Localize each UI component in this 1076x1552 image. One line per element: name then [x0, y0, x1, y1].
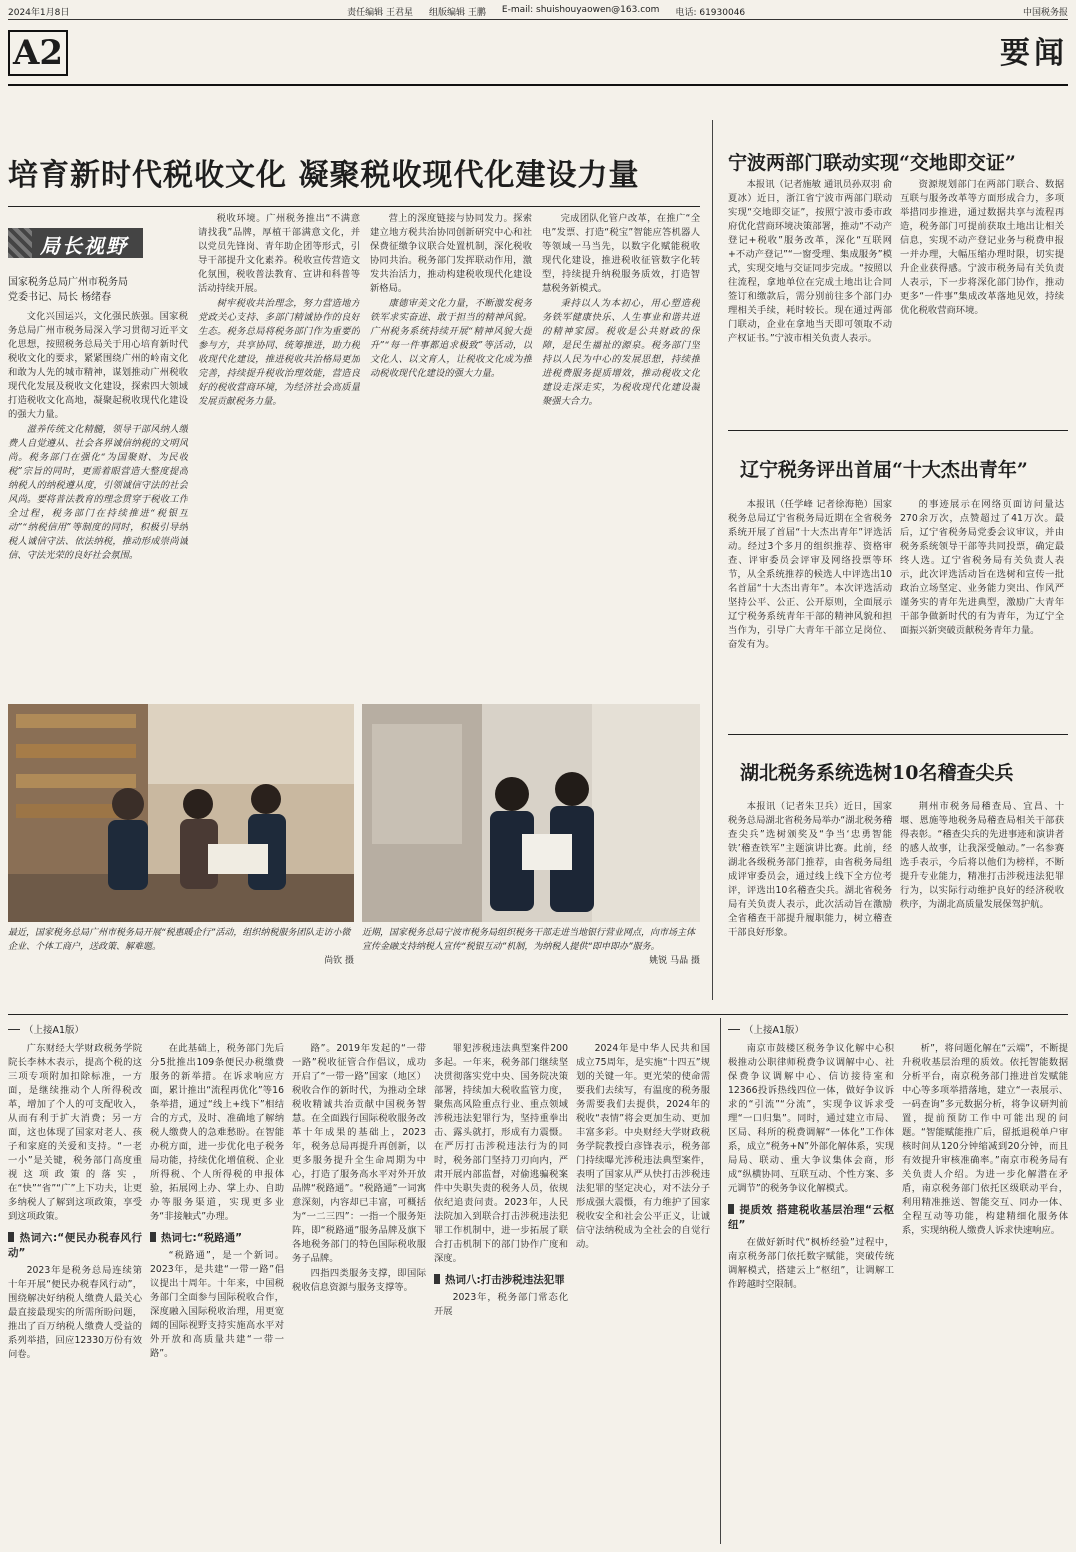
paragraph: 完成团队化管户改革，在推广“全电”发票、打造“税宝”智能应答机器人等领域一马当先，以数字化赋能税收现代化建设，推进税收征管数字化转型，持续提升纳税服务质效，打造智慧税务新模式。 [542, 213, 700, 294]
section-rule [8, 1014, 1068, 1015]
liaoning-col-2 [900, 498, 1064, 726]
paragraph: 本报讯（记者朱卫兵）近日，国家税务总局湖北省税务局举办“湖北税务稽查尖兵”选树颁奖及“争当‘忠勇智能铁’稽查铁军”主题演讲比赛。此前，经湖北各级税务部门推荐，由省税务局组成评审委员会，通过线上线下全方位考评，评选出10名稽查尖兵。湖北省税务局有关负责人表示，此次活动旨在激励全省稽查干部提升履职能力，树立稽查干部良好形象。 [728, 801, 892, 938]
photo-1-image [8, 704, 354, 922]
topic-label: 热词六:“便民办税春风行动” [8, 1232, 142, 1259]
main-col-4 [542, 212, 700, 662]
hubei-title: 湖北税务系统选树10名稽查尖兵 [740, 762, 1014, 784]
paragraph: 秉持以人为本初心，用心塑造税务铁军健康快乐、人生事业和谐共进的精神家园。税收是公共财政的保障，是民生福祉的源泉。税务部门坚持以人民为中心的发展思想，持续推进税费服务提质增效，推动税收文化建设走深走实，为税收现代化建设凝聚强大合力。 [542, 298, 700, 407]
topic-heading [150, 1230, 284, 1245]
paragraph: 2024年是中华人民共和国成立75周年，是实施“十四五”规划的关键一年。更光荣的使命需要我们去续写，有温度的税务服务需要我们去提供，2024年的税收“表情”将会更加生动、更加丰富多彩。中央财经大学财政税务学院教授白彦锋表示，税务部门持续曝光涉税违法典型案件，表明了国家从严从快打击涉税违法犯罪的坚定决心，对不法分子形成强大震慑，有力维护了国家税收安全和社会公平正义，让诚信守法纳税成为全社会的自觉行动。 [576, 1043, 710, 1250]
section-title: 要闻 [1000, 36, 1068, 71]
continued-label: （上接A1版） [728, 1022, 804, 1036]
paragraph: 在此基础上，税务部门先后分5批推出109条便民办税缴费服务的新举措。在诉求响应方面，累计推出“流程再优化”等16条举措，通过“线上+线下”相结合的方式，及时、准确地了解纳税人缴费人的急难愁盼。在智能办税方面，进一步优化电子税务局功能，持续优化增值税、企业所得税、个人所得税的申报体验，拓展网上办、掌上办、自助办等服务渠道，实现更多业务“非接触式”办理。 [150, 1043, 284, 1222]
paragraph: 2023年是税务总局连续第十年开展“便民办税春风行动”，围绕解决好纳税人缴费人最关心最直接最现实的所需所盼问题，推出了百万纳税人缴费人受益的系列举措，回应12330万份有效问卷。 [8, 1265, 142, 1360]
column-divider [712, 120, 713, 1000]
paragraph: 南京市鼓楼区税务争议化解中心积极推动公职律师税费争议调解中心、社保费争议调解中心、信访接待室和12366投诉热线四位一体，做好争议诉求的“引流”“分流”，实现争议诉求受理“一口归集”。同时，通过建立市局、区局、科所的税费调解“一体化”工作体系，成立“税务+N”外部化解体系，实现局局、联动、重大争议集体会商，形成“纵横协同、互联互动、个性方案、多元调节”的税务争议化解模式。 [728, 1043, 894, 1194]
cont-col-4 [434, 1042, 568, 1542]
editor-credit: 责任编辑 王君星 [347, 8, 414, 18]
photo-credit: 尚钦 摄 [324, 956, 354, 966]
main-col-1 [8, 310, 188, 662]
square-bullet-icon [8, 1232, 14, 1242]
liaoning-col-1 [728, 498, 892, 726]
main-col-3 [370, 212, 532, 662]
paragraph: 本报讯（任学峰 记者徐海艳）国家税务总局辽宁省税务局近期在全省税务系统开展了首届“十大杰出青年”评选活动。经过3个多月的组织推荐、资格审查、评审委员会评审及网络投票等环节，从全系统推荐的候选人中评选出10名首届“十大杰出青年”。本次评选活动坚持公平、公正、公开原则，全面展示辽宁税务系统青年干部的精神风貌和担当作为，引导广大青年干部立足岗位、奋发有为。 [728, 499, 892, 650]
page-number: A2 [8, 30, 68, 76]
hubei-col-1 [728, 800, 892, 1008]
square-bullet-icon [434, 1274, 440, 1284]
paragraph: 在做好新时代“枫桥经验”过程中，南京税务部门依托数字赋能，突破传统调解模式，搭建云上“枢纽”，让调解工作跨越时空限制。 [728, 1237, 894, 1290]
paragraph: “税路通”，是一个新词。2023年，是共建“一带一路”倡议提出十周年。十年来，中国税务部门全面参与国际税收合作，深度融入国际税收治理，用更宽阔的国际视野支持实施高水平对外开放和高质量共建“一带一路”。 [150, 1250, 284, 1359]
badge-stripe-icon [8, 228, 32, 258]
ningbo-title: 宁波两部门联动实现“交地即交证” [728, 152, 1016, 174]
paragraph: 本报讯（记者施敏 通讯员孙双羽 俞夏冰）近日，浙江省宁波市两部门联动实现“交地即交证”，按照宁波市委市政府优化营商环境决策部署，推动“不动产登记+税收”服务改革，深化“互联网+不动产登记”“一窗受理、集成服务”模式，实现交地与交证同步完成。“按照以往流程，拿地单位在完成土地出让合同签订和缴款后，需分别前往多个部门办理相关手续，耗时较长。现在通过两部门联动，企业在拿地当天即可领取不动产权证书。”宁波市相关负责人表示。 [728, 179, 892, 344]
ningbo-col-1 [728, 178, 892, 418]
topic-heading [434, 1272, 568, 1287]
liaoning-title: 辽宁税务评出首届“十大杰出青年” [740, 459, 1028, 481]
author-org: 国家税务总局广州市税务局 [8, 277, 128, 288]
paragraph: 广东财经大学财政税务学院院长李林木表示，提高个税的这三项专项附加扣除标准，一方面，是继续推动个人所得税改革，增加了个人的可支配收入，从而有利于扩大消费；另一方面，这也体现了国家对老人、孩子和家庭的关爱和支持。“一老一小”是关键，税务部门高度重视这项政策的落实，在“快”“省”“广”上下功夫，让更多纳税人了解到这项政策，享受到这项政策。 [8, 1043, 142, 1222]
paragraph: 2023年，税务部门常态化开展 [434, 1292, 568, 1317]
author-title: 党委书记、局长 杨绪春 [8, 292, 112, 303]
photo-credit: 姚锐 马晶 摄 [649, 956, 700, 966]
headline-rule [8, 206, 700, 207]
cont-col-5 [576, 1042, 710, 1542]
layout-editor-credit: 组版编辑 王鹏 [429, 8, 486, 18]
paragraph: 四指四类服务支撑，即国际税收信息资源与服务支撑等。 [292, 1268, 426, 1293]
topic-label: 热词八:打击涉税违法犯罪 [445, 1274, 565, 1286]
paragraph: 树牢税收共治理念，努力营造地方党政关心支持、多部门精诚协作的良好生态。税务总局将税务部门作为重要的参与方，共享协同、统筹推进，助力税收现代化建设，推进税收共治格局更加完善，持续提升税收治理效能，营造良好的税收营商环境，为经济社会高质量发展贡献税务力量。 [198, 298, 360, 407]
caption-text: 最近，国家税务总局广州市税务局开展“税惠暖企行”活动，组织纳税服务团队走访小微企业、个体工商户，送政策、解难题。 [8, 928, 351, 952]
paragraph: 文化兴国运兴，文化强民族强。国家税务总局广州市税务局深入学习贯彻习近平文化思想，按照税务总局关于用心培育新时代税收文化的要求，紧紧围绕广州的岭南文化和敢为人先的城市精神，谋划推动广州税收现代化发展及税收文化建设，探索四大领域打造税收文化高地，凝聚起税收现代化建设的强大力量。 [8, 311, 188, 420]
paragraph: 析”，将问题化解在“云端”，不断提升税收基层治理的质效。依托智能数据分析平台，南京税务部门推进首发赋能中心等多项举措落地，建立“一表展示、一码查询”多元数据分析，将争议研判前置，提前预防工作中可能出现的问题。“智能赋能推广后，留抵退税单户审核时间从120分钟缩减到20分钟，而且有效提升审核准确率。”南京市税务局有关负责人介绍。为进一步化解潜在矛盾，南京税务部门依托区级联动平台，利用精准推送、智能交互、同办一体、全程互动等功能，构建精细化服务体系，实现纳税人缴费人诉求快速响应。 [902, 1043, 1068, 1236]
column-divider [720, 1018, 721, 1544]
masthead-bar [8, 4, 1068, 20]
paragraph: 税收环境。广州税务推出“不满意请找我”品牌，厚植干部满意文化，并以党员先锋岗、青年助企团等形式，引导干部提升文化素养。税收宣传营造文化氛围，税收普法教育、宣讲和科普等活动持续开展。 [198, 213, 360, 294]
hubei-col-2 [900, 800, 1064, 1008]
photo-2-caption [362, 926, 700, 968]
square-bullet-icon [728, 1204, 734, 1214]
paragraph: 营上的深度链接与协同发力。探索建立地方税共治协同创新研究中心和社保费征缴争议联合处置机制，深化税收协同共治。税务部门发挥联动作用，激发共治活力，推动构建税收现代化建设新格局。 [370, 213, 532, 294]
continued-label: （上接A1版） [8, 1022, 84, 1036]
photo-2-image [362, 704, 700, 922]
paper-name: 中国税务报 [1022, 8, 1068, 18]
paragraph: 滋养传统文化精髓，领导干部风纳人缴费人自觉遵从、社会各界诚信纳税的文明风尚。税务部门在强化“为国聚财、为民收税”宗旨的同时，更需着眼营造大整度提高纳税人的纳税遵从度，引领诚信守法的社会风尚。要将普法教育的理念贯穿于税收工作全过程，税务部门在持续推进“税银互动”“纳税信用”等制度的同时，积极引导纳税人诚信守法、依法纳税，推动形成崇尚诚信、守法光荣的良好社会氛围。 [8, 424, 188, 561]
main-col-2 [198, 212, 360, 662]
cont-col-2 [150, 1042, 284, 1542]
cont-col-7 [902, 1042, 1068, 1542]
phone-contact: 电话: 61930046 [675, 8, 746, 18]
main-headline: 培育新时代税收文化 凝聚税收现代化建设力量 [8, 158, 640, 193]
paragraph: 康德审美文化力量，不断激发税务铁军求实奋进、敢于担当的精神风貌。广州税务系统持续开展“精神风貌大提升”“每一件事都追求极致”等活动，以文化人、以文育人，让税收文化成为推动税收现代化建设的强大力量。 [370, 298, 532, 379]
photo-1-caption [8, 926, 354, 968]
topic-label: 提质效 搭建税收基层治理“云枢纽” [728, 1204, 894, 1231]
paragraph: 路”。2019年发起的“一带一路”税收征管合作倡议，成功开启了“一带一路”国家（地区）税收合作的新时代，为推动全球税收精诚共治贡献中国税务智慧。在全面践行国际税收服务改革十年成果的基础上，2023年，税务总局再提升再创新，以更多服务提升全生命周期为中心，打造了服务高水平对外开放品牌“税路通”。“税路通”一词寓意深刻，内容却已丰富，可概括为“一二三四”：一指一个服务矩阵，即“税路通”服务品牌及旗下各地税务部门的特色国际税收服务子品牌。 [292, 1043, 426, 1264]
ningbo-col-2 [900, 178, 1064, 418]
article-rule [728, 734, 1068, 735]
paragraph: 资源规划部门在两部门联合、数据互联与服务改革等方面形成合力，多项举措同步推进，通过数据共享与流程再造，税务部门可提前获取土地出让相关信息，实现不动产登记业务与税费申报一并办理，大幅压缩办理时限，切实提升企业获得感。宁波市税务局有关负责人表示，下一步将深化部门协作，推动更多“一件事”集成改革落地见效，持续优化税收营商环境。 [900, 179, 1064, 316]
topic-label: 热词七:“税路通” [161, 1232, 243, 1244]
author-block [8, 275, 193, 305]
article-rule [728, 430, 1068, 431]
paragraph: 罪犯涉税违法典型案件200多起。一年来，税务部门继续坚决贯彻落实党中央、国务院决策部署，持续加大税收监管力度，聚焦高风险重点行业、重点领域涉税违法犯罪行为，坚持重拳出击、露头就打，形成有力震慑。在严厉打击涉税违法行为的同时，税务部门坚持刀刃向内，严肃开展内部监督，对偷逃骗税案件中失职失责的税务人员，依规依纪追责问责。2023年，人民法院加入到联合打击涉税违法犯罪工作机制中，进一步拓展了联合打击机制下的部门协作广度和深度。 [434, 1043, 568, 1264]
cont-col-3 [292, 1042, 426, 1542]
page-header [8, 22, 1068, 86]
column-badge [8, 228, 143, 258]
caption-text: 近期，国家税务总局宁波市税务局组织税务干部走进当地银行营业网点，向市场主体宣传金融支持纳税人宣传“税银互动”机制，为纳税人提供“即申即办”服务。 [362, 928, 696, 952]
topic-heading [8, 1230, 142, 1260]
column-badge-label: 局长视野 [40, 234, 128, 258]
paragraph: 的事迹展示在网络页面访问量达270余万次，点赞超过了41万次。最后，辽宁省税务局党委会议审议，并由税务系统领导干部等共同投票，确定最终人选。辽宁省税务局有关负责人表示，此次评选活动旨在选树和宣传一批政治立场坚定、业务能力突出、作风严谨务实的青年先进典型，激励广大青年干部争做新时代的有为青年，为辽宁全面振兴新突破贡献税务青年力量。 [900, 499, 1064, 636]
cont-col-6 [728, 1042, 894, 1542]
topic-heading [728, 1202, 894, 1232]
photo-1 [8, 704, 354, 922]
cont-col-1 [8, 1042, 142, 1542]
email-contact: E-mail: shuishouyaowen@163.com [501, 5, 660, 15]
paragraph: 荆州市税务局稽查局、宜昌、十堰、恩施等地税务局稽查局相关干部获得表彰。“稽查尖兵的先进事迹和演讲者的感人故事，让我深受触动。”一名参赛选手表示，今后将以他们为榜样，不断提升专业能力，精准打击涉税违法犯罪行为，以实际行动维护良好的经济税收秩序，为湖北高质量发展保驾护航。 [900, 801, 1064, 910]
square-bullet-icon [150, 1232, 156, 1242]
issue-date: 2024年1月8日 [8, 8, 70, 18]
photo-2 [362, 704, 700, 922]
masthead-credits [347, 5, 745, 18]
